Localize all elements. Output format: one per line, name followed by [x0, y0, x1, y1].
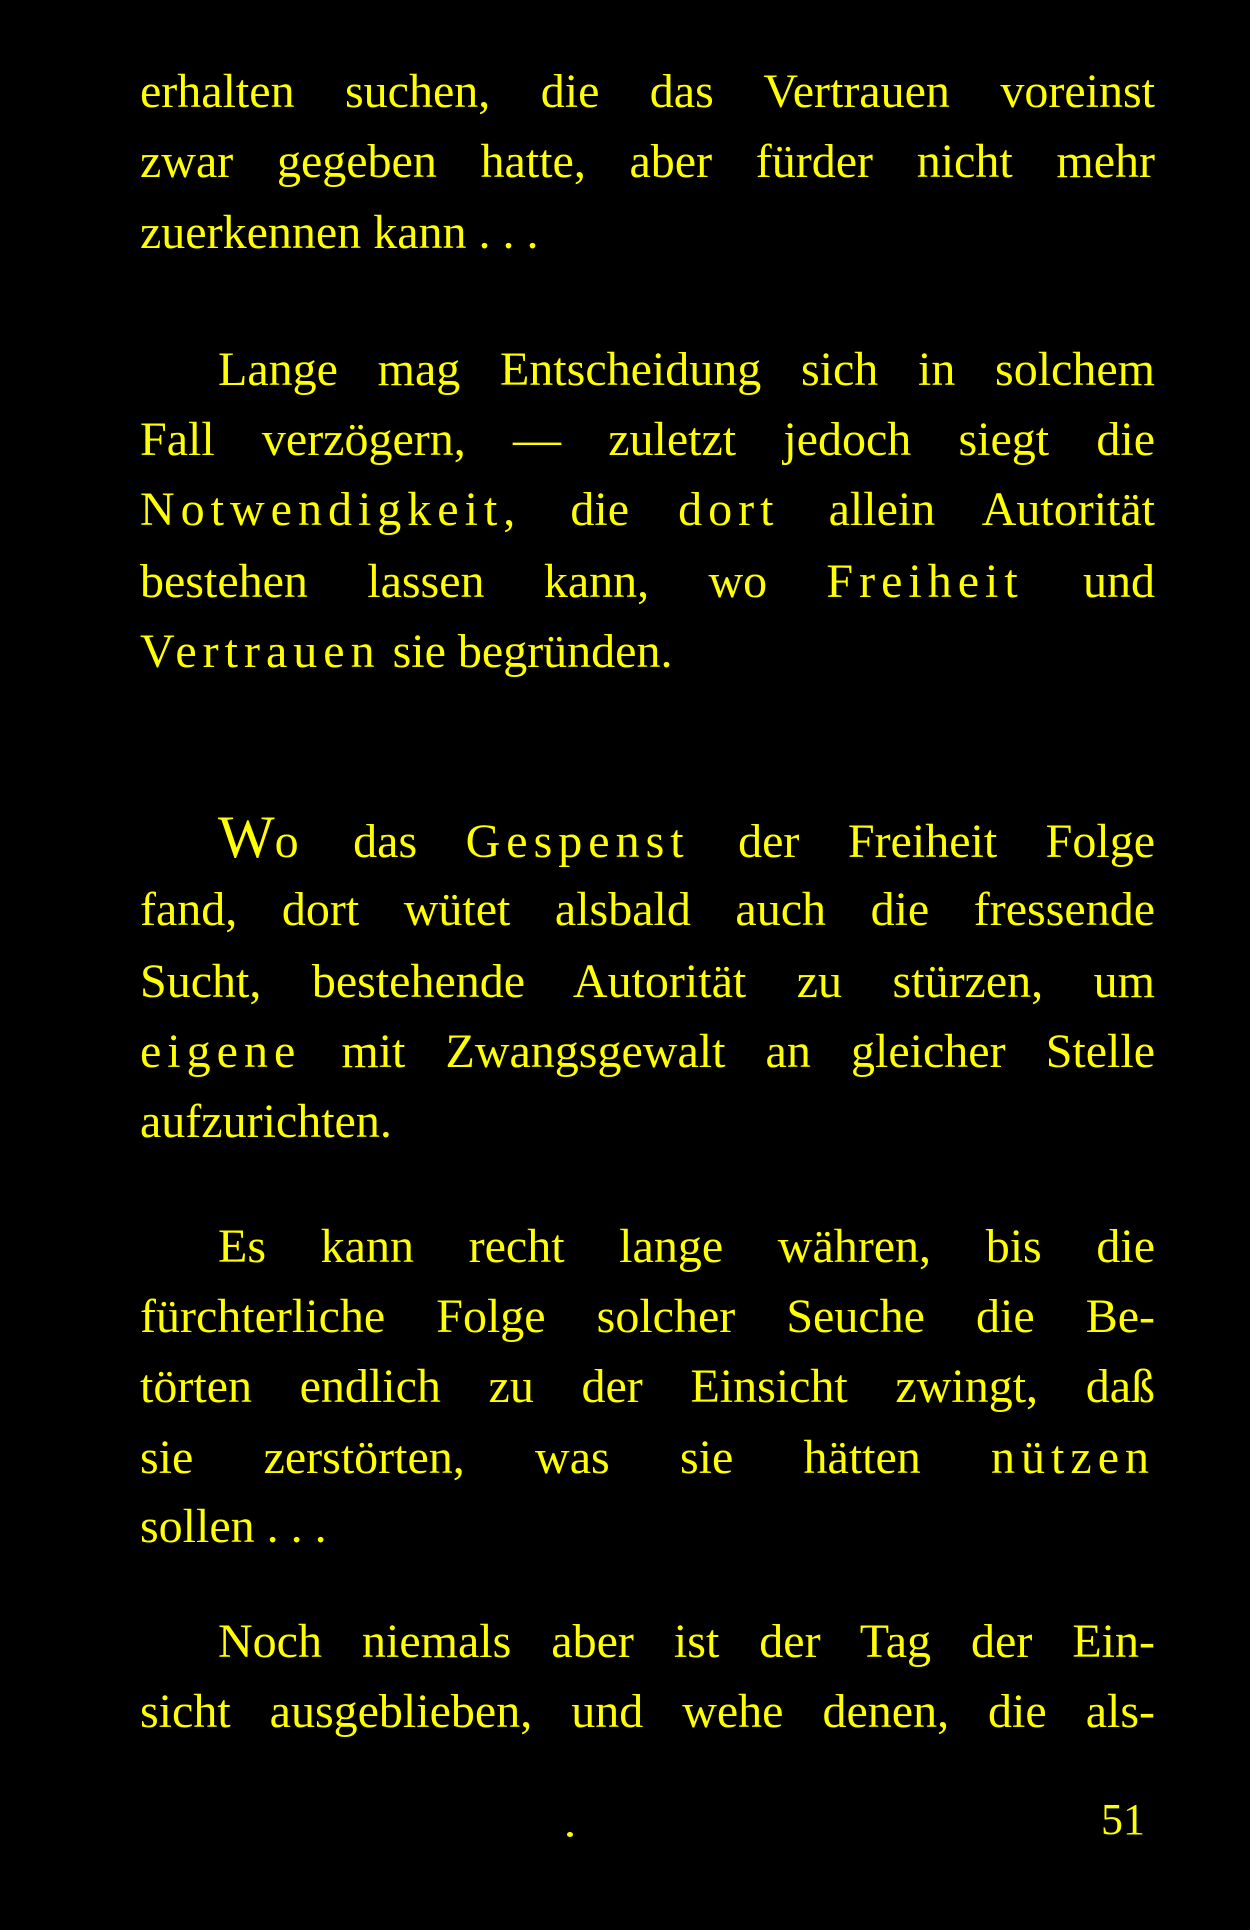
text-line: zuerkennen kann . . . [140, 206, 539, 259]
text-run: sie zerstörten, was sie hätten [140, 1431, 992, 1484]
text-line [140, 622, 1155, 682]
text-line: aufzurichten. [140, 1095, 392, 1148]
text-run: bestehen lassen kann, wo [140, 555, 827, 608]
spaced-word: dort [678, 483, 780, 536]
text-line: zwar gegeben hatte, aber fürder nicht mehr [140, 135, 1155, 188]
text-line: Fall verzögern, — zuletzt jedoch siegt die [140, 413, 1155, 466]
text-run: das [304, 815, 466, 868]
initial-capital: W [218, 804, 275, 870]
text-line: sicht ausgeblieben, und wehe denen, die als- [140, 1685, 1155, 1738]
text-run: sie begründen. [380, 625, 673, 678]
text-run: und [1023, 555, 1156, 608]
spaced-word: nützen [991, 1431, 1155, 1484]
text-line: Lange mag Entscheidung sich in solchem [218, 343, 1155, 396]
text-line: Sucht, bestehende Autorität zu stürzen, um [140, 955, 1155, 1008]
page-number: 51 [1101, 1795, 1145, 1844]
spaced-word: Freiheit [826, 555, 1024, 608]
text-line: Es kann recht lange währen, bis die [218, 1220, 1155, 1273]
print-dot-mark [567, 1832, 573, 1837]
spaced-word: Vertrauen [140, 625, 381, 678]
text-line: sollen . . . [140, 1500, 327, 1553]
text-line: törten endlich zu der Einsicht zwingt, daß [140, 1360, 1155, 1413]
text-line: fand, dort wütet alsbald auch die fressende [140, 883, 1155, 936]
text-run: allein Autorität [779, 483, 1156, 536]
text-line [140, 1022, 1155, 1082]
text-run: mit Zwangsgewalt an gleicher Stelle [301, 1025, 1155, 1078]
text-line [140, 552, 1155, 612]
text-run: die [521, 483, 679, 536]
text-line [140, 480, 1155, 540]
spaced-word: Notwendigkeit, [140, 483, 522, 536]
spaced-word: o [274, 815, 305, 868]
spaced-word: eigene [140, 1025, 302, 1078]
text-line: erhalten suchen, die das Vertrauen voreinst [140, 65, 1155, 118]
text-line: Noch niemals aber ist der Tag der Ein- [218, 1615, 1155, 1668]
text-line [218, 804, 1156, 872]
text-run: der Freiheit Folge [689, 815, 1156, 868]
spaced-word: Gespenst [465, 815, 690, 868]
text-line [140, 1428, 1155, 1488]
text-line: fürchterliche Folge solcher Seuche die Be- [140, 1290, 1155, 1343]
